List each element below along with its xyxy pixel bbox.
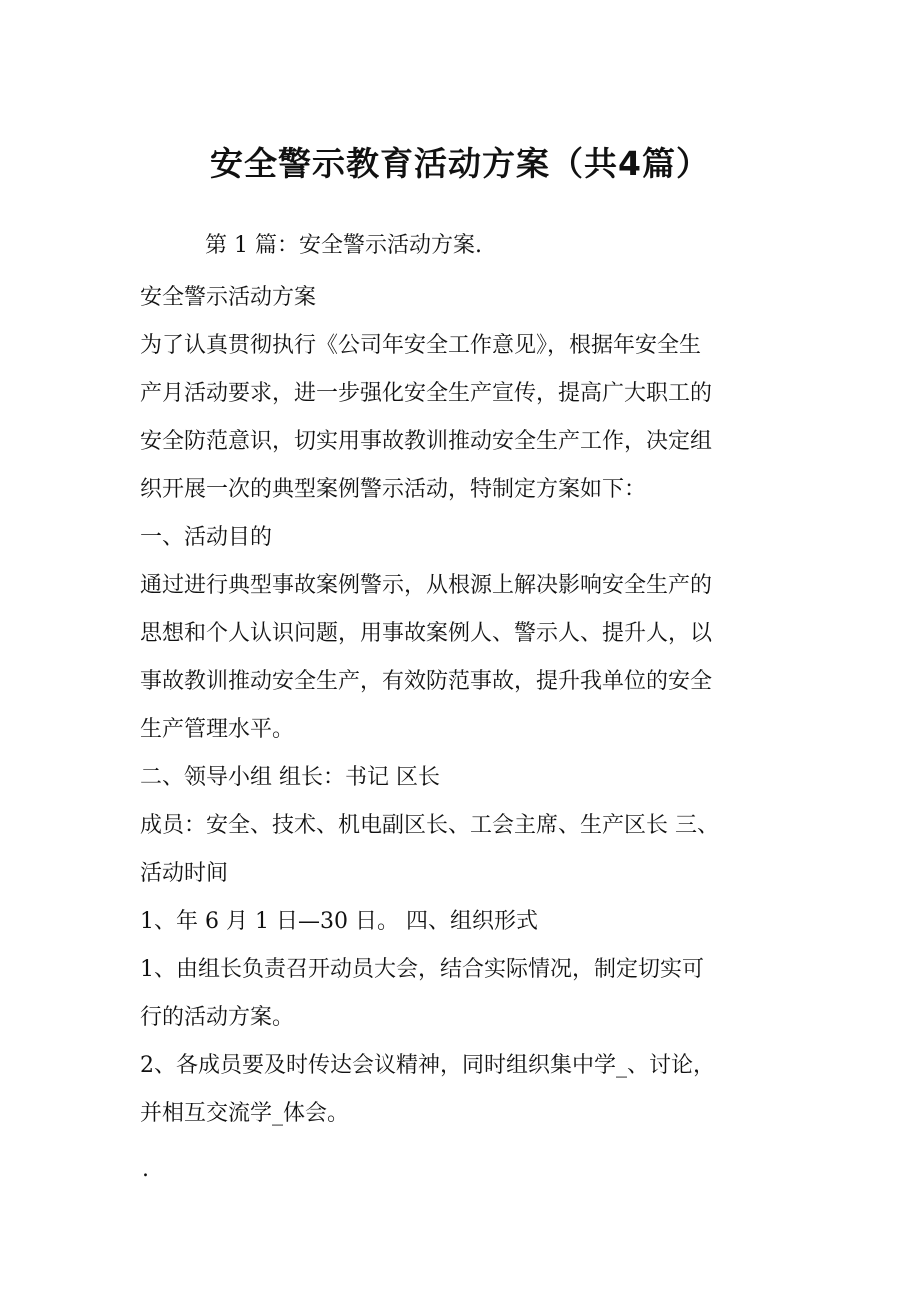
- document-body: [140, 274, 790, 1138]
- body-line: 活动时间: [140, 861, 229, 886]
- body-line: 1、年 6 月 1 日—30 日。 四、组织形式: [140, 909, 538, 934]
- body-line: 产月活动要求，进一步强化安全生产宣传，提高广大职工的: [140, 381, 713, 406]
- body-line: 行的活动方案。: [140, 1005, 295, 1030]
- body-line: 生产管理水平。: [140, 717, 295, 742]
- body-line: 织开展一次的典型案例警示活动，特制定方案如下：: [140, 477, 647, 502]
- section-heading: 安全警示活动方案: [140, 285, 317, 310]
- body-line: 为了认真贯彻执行《公司年安全工作意见》，根据年安全生: [140, 333, 702, 358]
- body-line: 并相互交流学_体会。: [140, 1101, 350, 1126]
- section-heading: 二、领导小组 组长：书记 区长: [140, 765, 440, 790]
- body-line: 思想和个人认识问题，用事故案例人、警示人、提升人，以: [140, 621, 713, 646]
- document-title: 安全警示教育活动方案（共4篇）: [210, 144, 710, 183]
- chapter-heading: 第 1 篇：安全警示活动方案.: [205, 233, 482, 258]
- body-line: 安全防范意识，切实用事故教训推动安全生产工作，决定组: [140, 429, 713, 454]
- body-line: 事故教训推动安全生产，有效防范事故，提升我单位的安全: [140, 669, 713, 694]
- body-line: 通过进行典型事故案例警示，从根源上解决影响安全生产的: [140, 573, 713, 598]
- footer-mark: .: [142, 1157, 149, 1182]
- body-line: 1、由组长负责召开动员大会，结合实际情况，制定切实可: [140, 957, 704, 982]
- section-heading: 一、活动目的: [140, 525, 273, 550]
- body-line: 2、各成员要及时传达会议精神，同时组织集中学_、讨论，: [140, 1053, 715, 1078]
- body-line: 成员：安全、技术、机电副区长、工会主席、生产区长 三、: [140, 813, 719, 838]
